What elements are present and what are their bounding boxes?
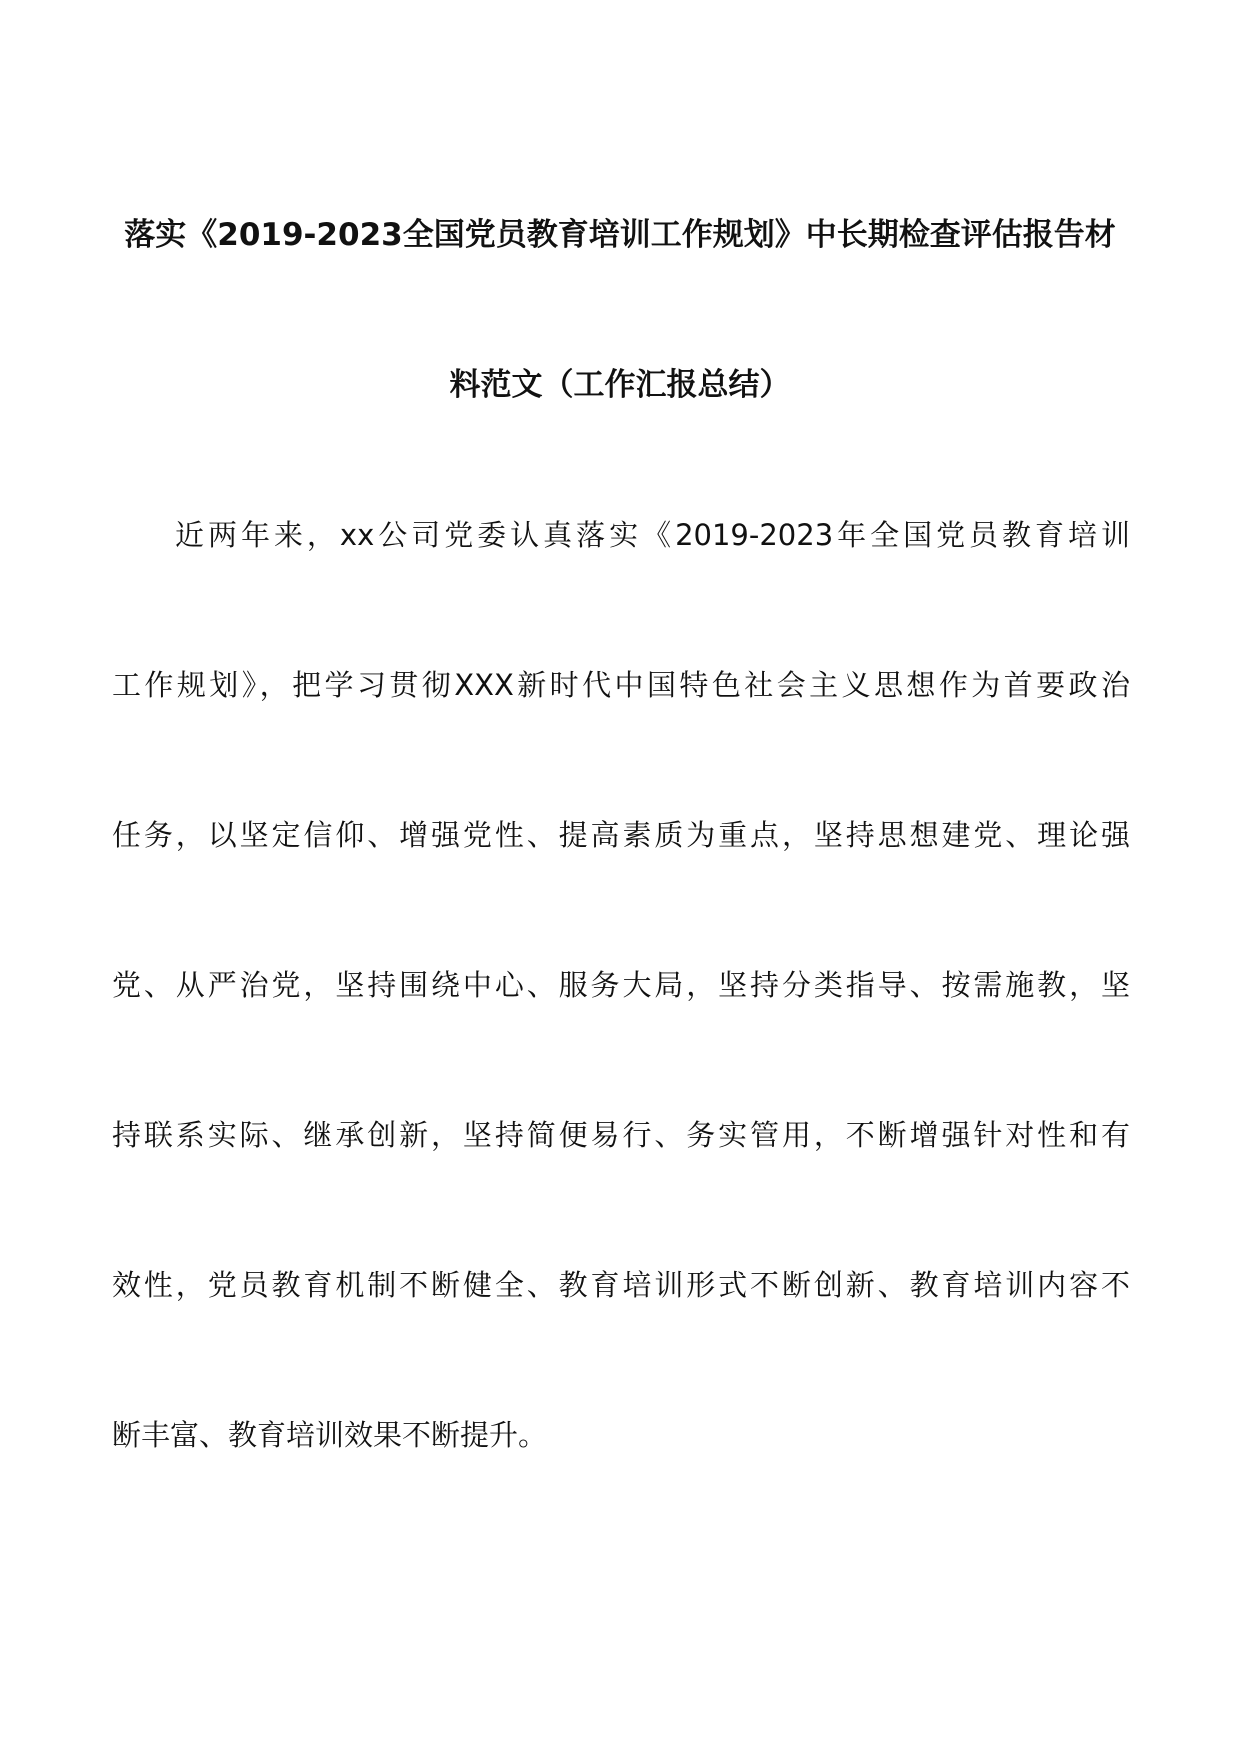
paragraph-line-4: 党、从严治党，坚持围绕中心、服务大局，坚持分类指导、按需施教，坚: [112, 968, 1130, 1002]
paragraph-line-3: 任务，以坚定信仰、增强党性、提高素质为重点，坚持思想建党、理论强: [112, 818, 1130, 852]
document-title-line-2: 料范文（工作汇报总结）: [449, 367, 791, 403]
paragraph-line-1: 近两年来，xx公司党委认真落实《2019-2023年全国党员教育培训: [175, 518, 1130, 552]
paragraph-line-6: 效性，党员教育机制不断健全、教育培训形式不断创新、教育培训内容不: [112, 1268, 1130, 1302]
paragraph-line-5: 持联系实际、继承创新，坚持简便易行、务实管用，不断增强针对性和有: [112, 1118, 1130, 1152]
document-title-line-1: 落实《2019-2023全国党员教育培训工作规划》中长期检查评估报告材: [124, 217, 1116, 253]
paragraph-line-2: 工作规划》，把学习贯彻XXX新时代中国特色社会主义思想作为首要政治: [112, 668, 1130, 702]
paragraph-line-7: 断丰富、教育培训效果不断提升。: [112, 1418, 548, 1452]
